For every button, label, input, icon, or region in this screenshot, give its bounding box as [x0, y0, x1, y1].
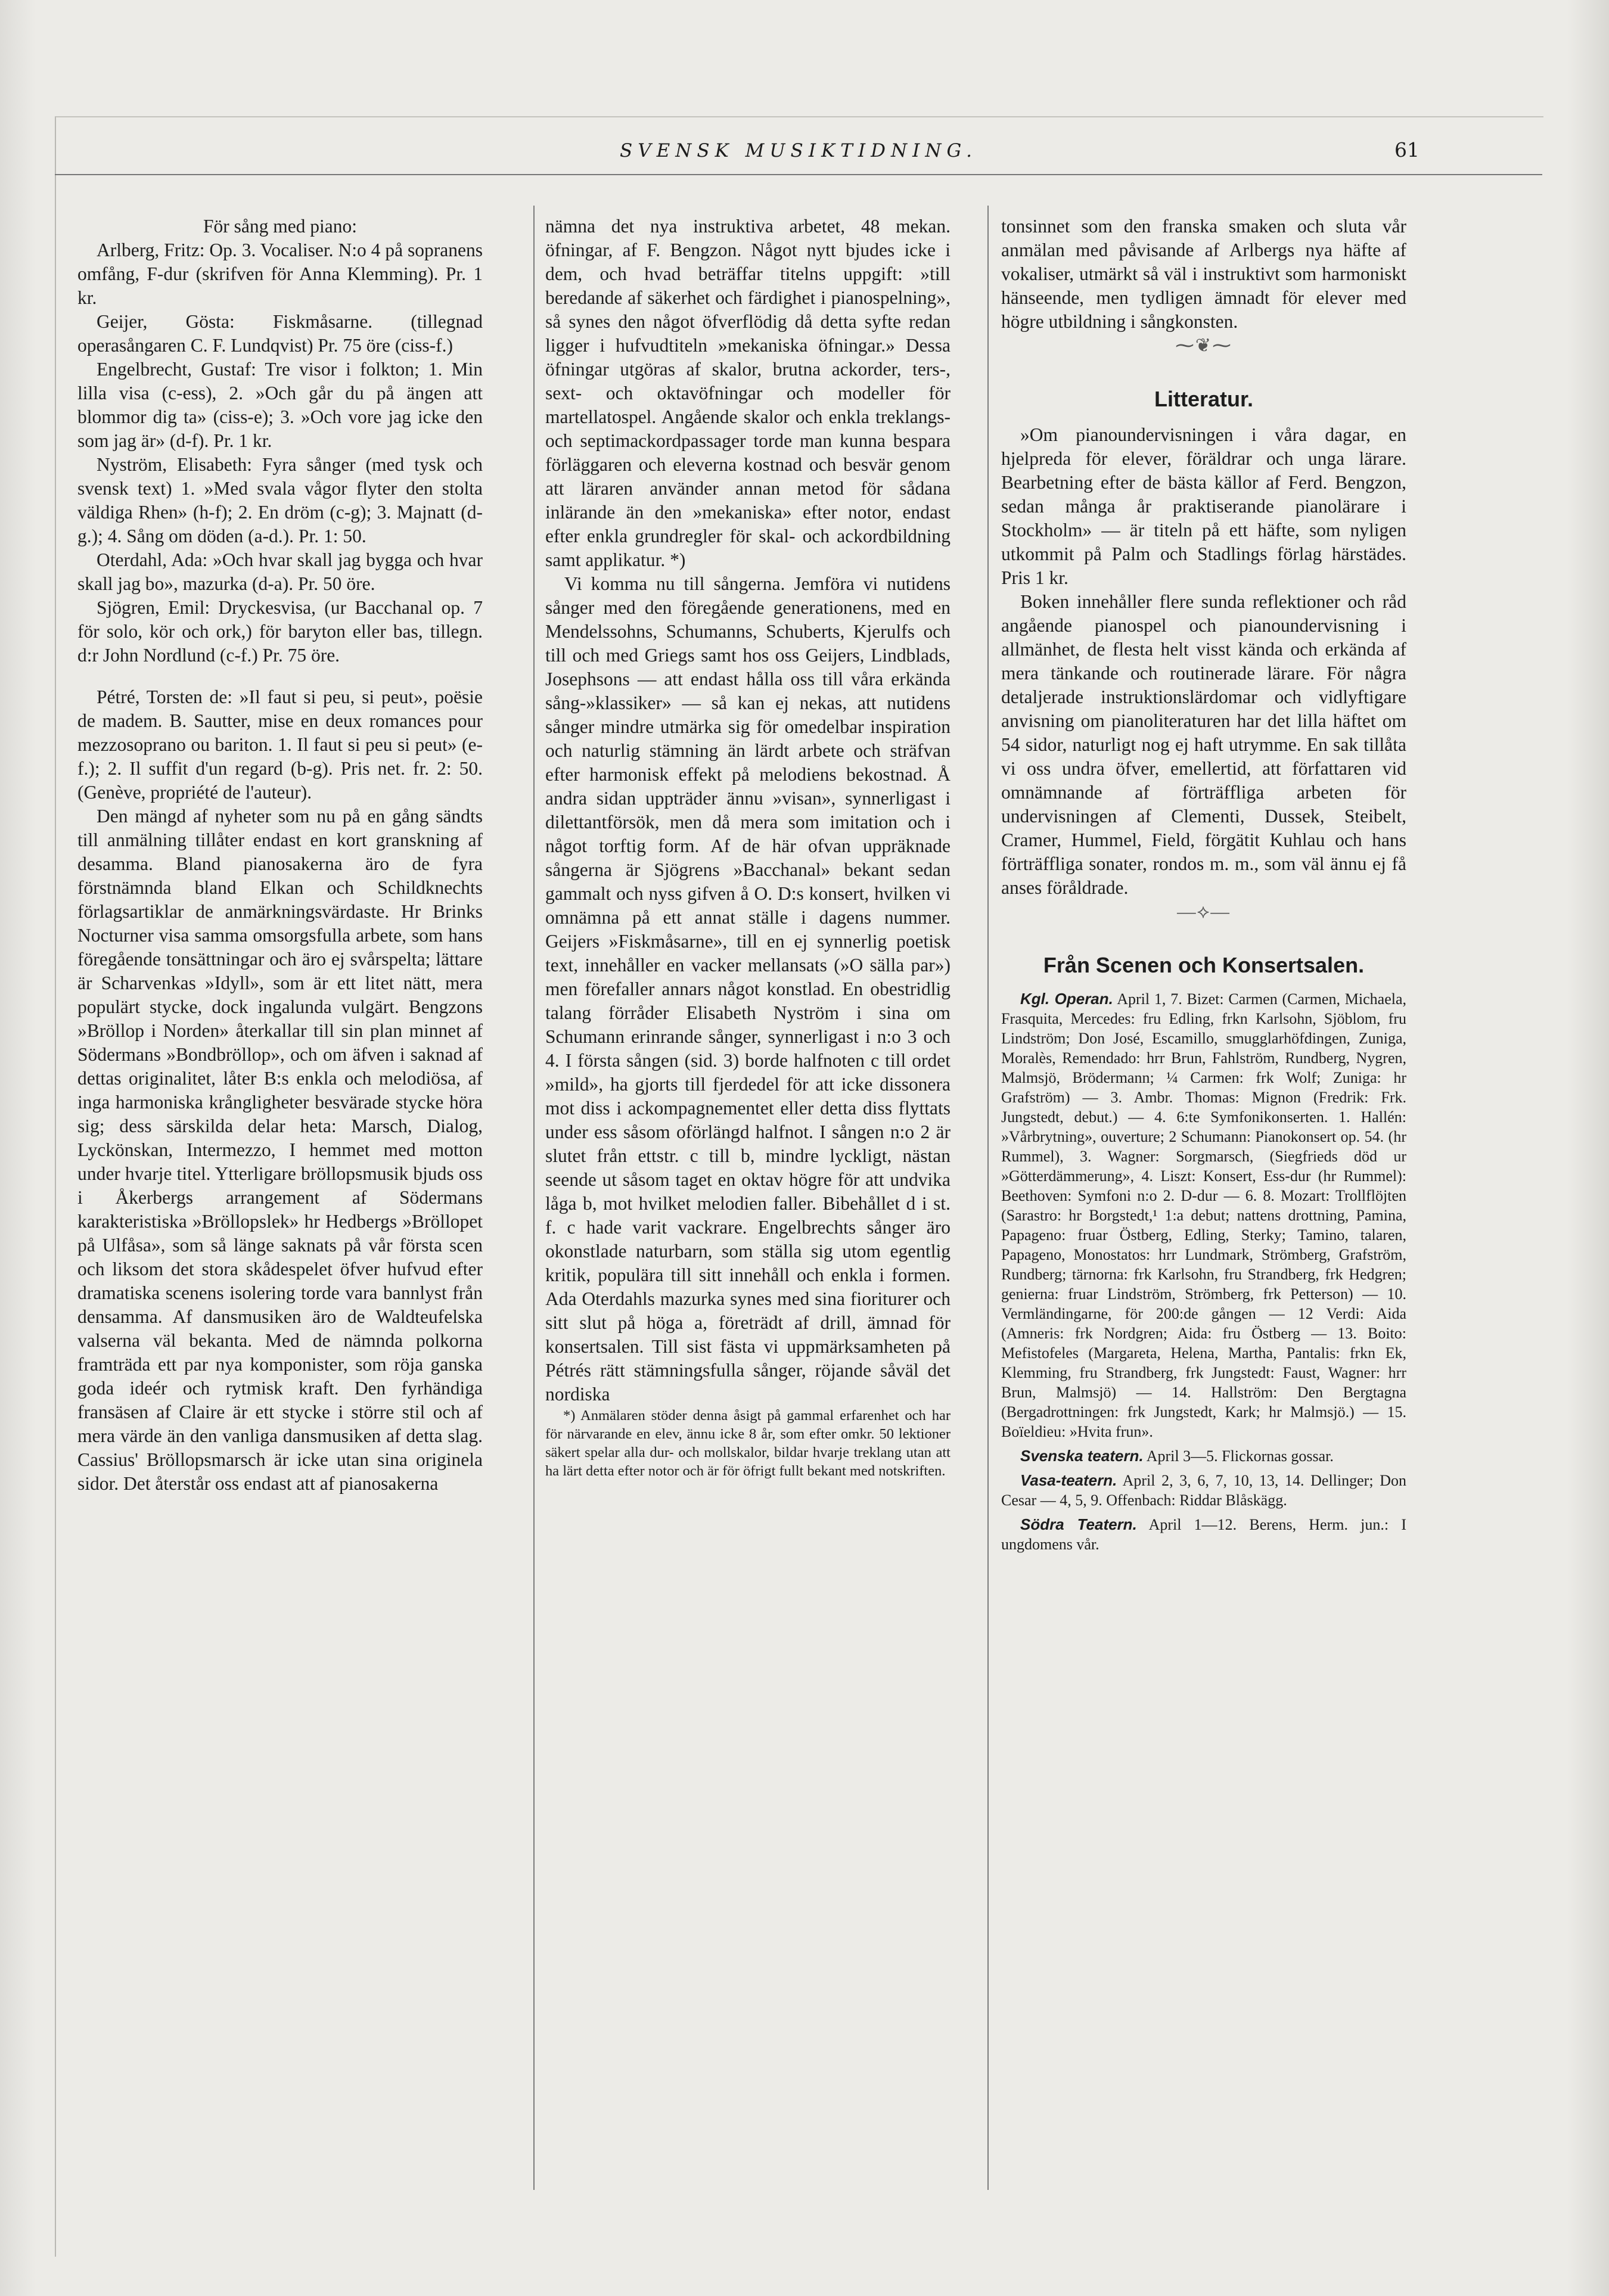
entry-nystrom: Nyström, Elisabeth: Fyra sånger (med tysk och svensk text) 1. »Med svala vågor flyter den stolta väldiga Rhen» (h-f); 2. En dröm (c-g); 3. Majnatt (d-g.); 4. Sång om döden (a-d.). Pr. 1: 50.: [77, 454, 483, 546]
litteratur-paragraph: »Om pianoundervisningen i våra dagar, en hjelpreda för elever, föräldrar och unga lärare. Bearbetning efter de bästa källor af Ferd. Bengzon, sedan många år praktiserande pianolärare i Stockholm» — är titeln på ett häfte, som nyligen utkommit på Palm och Stadlings förlag härstädes. Pris 1 kr.: [1001, 424, 1406, 588]
column-1: [77, 215, 483, 1496]
theater-label: Södra Teatern.: [1020, 1515, 1137, 1533]
header-rule: [55, 174, 1542, 175]
theater-entry: [1001, 1446, 1406, 1466]
review-paragraph: Den mängd af nyheter som nu på en gång sändts till anmälning tillåter endast en kort granskning af desamma. Bland pianosakerna äro de fyra förstnämnda bland Elkan och Schildknechts förlagsartiklar de anmärkningsvärdaste. Hr Brinks Nocturner visa samma omsorgsfulla arbete, som hans föregående tonsättningar och äro ej svårspelta; lättare är Scharvenkas »Idyll», som är ett litet nätt, mera populärt stycke, dock ingalunda vulgärt. Bengzons »Bröllop i Norden» återkallar till sin plan minnet af Södermans »Bondbröllop», och om äfven i saknad af dettas originalitet, låter B:s enkla och melodiösa, af inga harmoniska krångligheter besvärade stycke höra sig; dess särskilda delar heta: Marsch, Dialog, Lyckönskan, Intermezzo, I hemmet med motton under hvarje titel. Ytterligare bröllopsmusik bjuds oss i Åkerbergs arrangement af Södermans karakteristiska »Bröllopslek» hr Hedbergs »Bröllopet på Ulfåsa», som så länge saknats på vår första scen och liksom det stora skådespelet öfver hufvud efter dramatiska scenens isolering torde vara bannlyst från densamma. Af dansmusiken äro de Waldteufelska valserna väl bekanta. Med de nämnda polkorna framträda ett par nya komponister, som röja ganska goda ideér och rytmisk kraft. Den fyrhändiga fransäsen af Claire är ett stycke i större stil och af mera värde än den vanliga dansmusiken af detta slag. Cassius' Bröllopsmarsch är icke utan sina originela sidor. Det återstår oss endast att af pianosakerna: [77, 806, 483, 1494]
theater-label: Kgl. Operan.: [1020, 990, 1113, 1008]
ornament-divider: ⁓❦⁓: [1175, 335, 1232, 356]
scenen-heading: Från Scenen och Konsertsalen.: [1043, 953, 1365, 977]
theater-label: Vasa-teatern.: [1020, 1471, 1117, 1489]
entry-arlberg: Arlberg, Fritz: Op. 3. Vocaliser. N:o 4 på sopranens omfång, F-dur (skrifven för Anna Klemming). Pr. 1 kr.: [77, 240, 483, 308]
theater-text: April 1, 7. Bizet: Carmen (Carmen, Michaela, Frasquita, Mercedes: fru Edling, frkn Karlsohn, Sjöblom, fru Lindström; Don José, Escamillo, smugglarhöfdingen, Zuniga, Moralès, Remendado: hrr Brun, Fahlström, Rundberg, Nygren, Malmsjö, Brödermann; ¼ Carmen: frk Wolf; Zuniga: hr Grafström) — 3. Ambr. Thomas: Mignon (Fredrik: Frk. Jungstedt, debut.) — 4. 6:te Symfonikonserten. 1. Hallén: »Vårbrytning», ouverture; 2 Schumann: Pianokonsert op. 54. (hr Rummel), 3. Wagner: Sorgmarsch, (Siegfrieds död ur »Götterdämmerung», 4. Liszt: Konsert, Ess-dur (hr Rummel): Beethoven: Symfoni n:o 2. D-dur — 6. 8. Mozart: Trollflöjten (Sarastro: hr Borgstedt,¹ 1:a debut; nattens drottning, Pamina, Papageno: fruar Östberg, Edling, Sterky; Tamino, talaren, Papageno, Monostatos: hrr Lundmark, Strömberg, Grafström, Rundberg; tärnorna: frk Karlsohn, fru Strandberg, frk Hedgren; genierna: fruar Lindström, Strömberg, frk Petterson) — 10. Vermländingarne, för 200:de gången — 12 Verdi: Aida (Amneris: frk Nordgren; Aida: fru Östberg — 13. Boito: Mefistofeles (Margareta, Helena, Martha, Pantalis: frkn Ek, Klemming, fru Strandberg, frk Jungstedt: Faust, Wagner: hrr Brun, Malmsjö) — 14. Hallström: Den Bergtagna (Bergadrottningen: frk Jungstedt, Kark; hr Malmsjö.) — 15. Boïeldieu: »Hvita frun».: [1001, 990, 1406, 1440]
theater-label: Svenska teatern.: [1020, 1447, 1144, 1465]
theater-text: April 1—12. Berens, Herm. jun.: I ungdomens vår.: [1001, 1516, 1406, 1553]
entry-geijer: Geijer, Gösta: Fiskmåsarne. (tillegnad operasångaren C. F. Lundqvist) Pr. 75 öre (ciss-f.): [77, 311, 483, 356]
section-intro: För sång med piano:: [203, 216, 358, 237]
review-continuation: nämna det nya instruktiva arbetet, 48 mekan. öfningar, af F. Bengzon. Något nytt bjudes icke i dem, och hvad beträffar titelns uppgift: »till beredande af säkerhet och färdighet i pianospelning», så synes den något öfverflödig då detta syfte redan ligger i hufvudtiteln »mekaniska öfningar.» Dessa öfningar utgöras af skalor, brutna ackorder, ters-, sext- och oktavöfningar och modeller för martellatospel. Angående skalor och enkla treklangs- och septimackordpassager torde man kunna bespara förläggaren och eleverna kostnad och besvär genom att läraren använder annan metod för sådana inlärande än den »mekaniska» efter notor, endast efter enkla grundregler för skal- och ackordbildning samt applikatur. *): [545, 216, 951, 570]
review-conclusion: tonsinnet som den franska smaken och sluta vår anmälan med påvisande af Arlbergs nya häfte af vokaliser, utmärkt så väl i instruktivt som harmoniskt hänseende, men tydligen ämnadt för elever med högre utbildning i sångkonsten.: [1001, 216, 1406, 332]
ornament-divider: —⟡—: [1177, 901, 1231, 922]
entry-sjogren: Sjögren, Emil: Dryckesvisa, (ur Bacchanal op. 7 för solo, kör och ork,) för baryton eller bas, tillegn. d:r John Nordlund (c-f.) Pr. 75 öre.: [77, 597, 483, 666]
theater-entry: [1001, 989, 1406, 1441]
column-divider: [987, 206, 989, 2190]
running-title: SVENSK MUSIKTIDNING.: [620, 140, 977, 161]
review-songs: Vi komma nu till sångerna. Jemföra vi nutidens sånger med den föregående generationens, med en Mendelssohns, Schumanns, Schuberts, Kjerulfs och till och med Griegs samt hos oss Geijers, Lindblads, Josephsons — att endast hålla oss till våra erkända sång-»klassiker» — så kan ej nekas, att nutidens sånger mindre utmärka sig för omedelbar inspiration och naturlig stämning än lärdt arbete och sträfvan efter harmonisk effekt på melodiens bekostnad. Å andra sidan uppträder ännu »visan», synnerligast i dilettantförsök, men då mera som imitation och i något torftig form. Af de här ofvan uppräknade sångerna är Sjögrens »Bacchanal» bekant sedan gammalt och nyss gifven å O. D:s konsert, hvilken vi omnämna på ett annat ställe i dagens nummer. Geijers »Fiskmåsarne», till en ej synnerlig poetisk text, innehåller en vacker mellansats (»O sälla par») men förefaller annars något konstlad. En obestridlig talang förråder Elisabeth Nyström i sina om Schumann erinrande sånger, synnerligast i n:o 3 och 4. I första sången (sid. 3) borde halfnoten c till ordet »mild», ha gjorts till fjerdedel för att icke dissonera mot diss i ackompagnementet eller detta diss flyttats under ess såsom oförlängd halfnot. I sången n:o 2 är slutet från ettstr. c till b, mindre lyckligt, nästan seende ut såsom taget en oktav högre för att undvika låga b, mot hvilket melodien faller. Bibehållet d i st. f. c hade varit vackrare. Engelbrechts sånger äro okonstlade naturbarn, som ställa sig utom egentlig kritik, populära till sitt innehåll och enkla i formen. Ada Oterdahls mazurka synes med sina fioriturer och sitt slut på höga a, företrädt af drill, ämnad för konsertsalen. Till sist fästa vi uppmärksamheten på Pétrés rätt stämningsfulla sånger, röjande såväl det nordiska: [545, 573, 951, 1405]
theater-entry: [1001, 1515, 1406, 1554]
column-2: [545, 215, 951, 1480]
column-divider: [533, 206, 535, 2190]
theater-text: April 2, 3, 6, 7, 10, 13, 14. Dellinger; Don Cesar — 4, 5, 9. Offenbach: Riddar Blåskägg.: [1001, 1472, 1406, 1509]
footnote: *) Anmälaren stöder denna åsigt på gammal erfarenhet och har för närvarande en elev, ännu icke 8 år, som efter omkr. 50 lektioner säkert spelar alla dur- och mollskalor, bildar hvarje treklang utan att ha lärt detta efter notor och är för öfrigt fullt bekant med notskriften.: [545, 1408, 951, 1479]
litteratur-paragraph: Boken innehåller flere sunda reflektioner och råd angående pianospel och pianoundervisning i allmänhet, de flesta helt visst kända och erkända af mera tänkande och routinerade lärare. För några detaljerade instruktionslärdomar och vidlyftigare anvisning om pianoliteraturen har det lilla häftet om 54 sidor, naturligt nog ej haft utrymme. En sak tillåta vi oss undra öfver, emellertid, att författaren vid omnämnande af förträffliga arbeten för undervisningen af Clementi, Dussek, Steibelt, Cramer, Hummel, Field, förgätit Kuhlau och hans förträffliga sonater, rondos m. m., som väl ännu ej få anses föråldrade.: [1001, 591, 1406, 898]
page-number: 61: [1394, 138, 1419, 161]
theater-text: April 3—5. Flickornas gossar.: [1146, 1447, 1334, 1465]
theater-entry: [1001, 1471, 1406, 1510]
entry-engelbrecht: Engelbrecht, Gustaf: Tre visor i folkton; 1. Min lilla visa (c-ess), 2. »Och går du på ängen att blommor dig ta» (ciss-e); 3. »Och vore jag icke den som jag är» (d-f). Pr. 1 kr.: [77, 359, 483, 451]
entry-petre: Pétré, Torsten de: »Il faut si peu, si peut», poësie de madem. B. Sautter, mise en deux romances pour mezzosoprano ou bariton. 1. Il faut si peu si peut» (e-f.); 2. Il suffit d'un regard (b-g). Pris net. fr. 2: 50. (Genève, propriété de l'auteur).: [77, 686, 483, 803]
litteratur-heading: Litteratur.: [1154, 387, 1254, 411]
column-3: [1001, 215, 1406, 1554]
entry-oterdahl: Oterdahl, Ada: »Och hvar skall jag bygga och hvar skall jag bo», mazurka (d-a). Pr. 50 öre.: [77, 549, 483, 594]
